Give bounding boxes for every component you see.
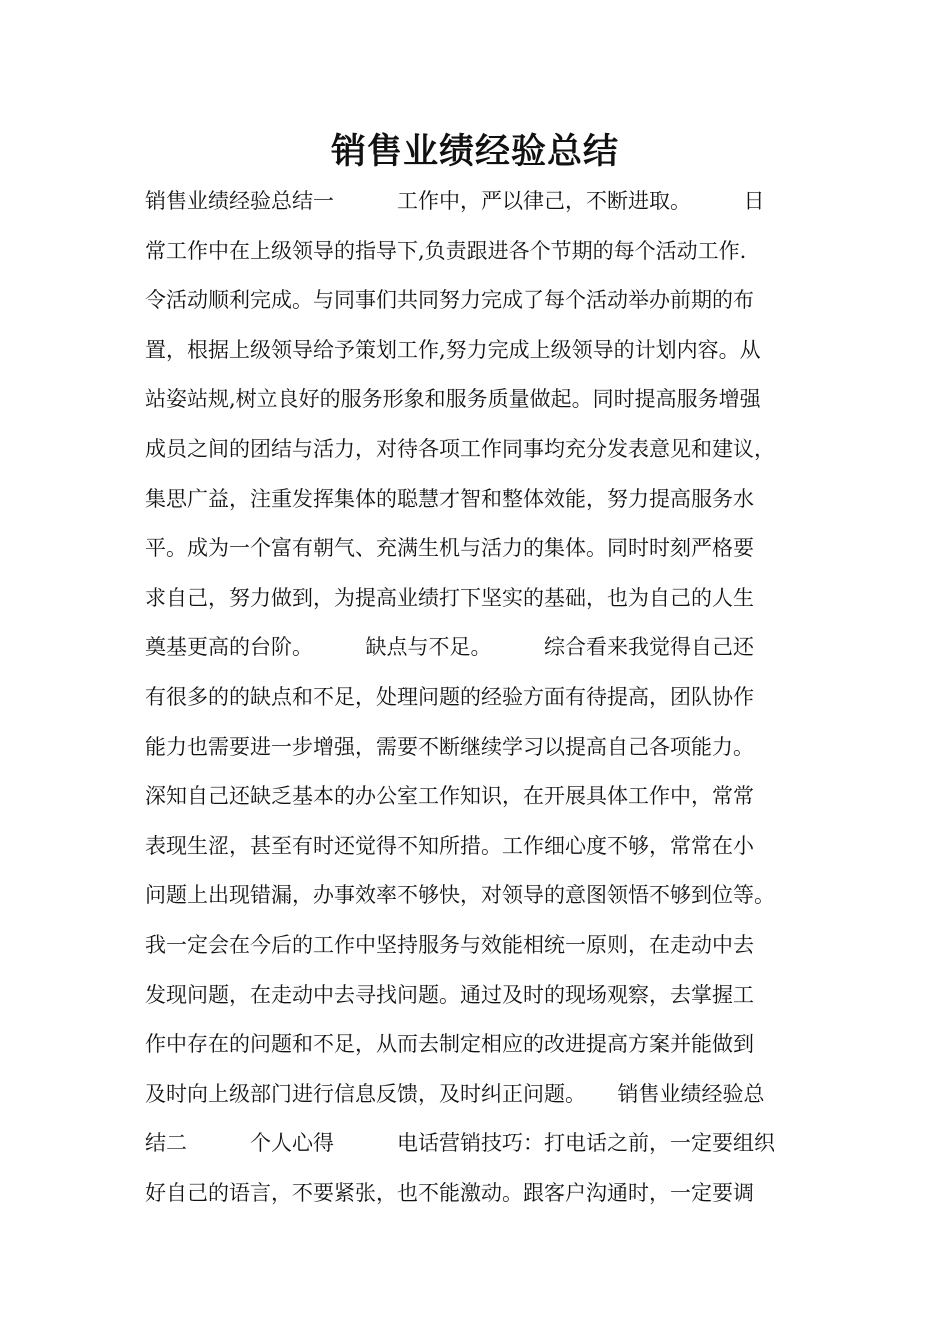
body-line: 平。成为一个富有朝气、充满生机与活力的集体。同时时刻严格要 xyxy=(145,536,754,561)
body-line: 好自己的语言，不要紧张，也不能激动。跟客户沟通时，一定要调 xyxy=(145,1180,754,1205)
body-line: 有很多的的缺点和不足，处理问题的经验方面有待提高，团队协作 xyxy=(145,684,754,709)
body-line: 表现生涩，甚至有时还觉得不知所措。工作细心度不够，常常在小 xyxy=(145,833,754,858)
body-line: 结二 个人心得 电话营销技巧：打电话之前，一定要组织 xyxy=(145,1131,775,1156)
body-line: 求自己，努力做到，为提高业绩打下坚实的基础，也为自己的人生 xyxy=(145,585,754,610)
body-line: 问题上出现错漏，办事效率不够快，对领导的意图领悟不够到位等。 xyxy=(145,883,775,908)
body-line: 发现问题，在走动中去寻找问题。通过及时的现场观察，去掌握工 xyxy=(145,982,754,1007)
body-line: 销售业绩经验总结一 工作中，严以律己，不断进取。 日 xyxy=(145,189,765,213)
body-line: 令活动顺利完成。与同事们共同努力完成了每个活动举办前期的布 xyxy=(145,288,754,313)
document-title: 销售业绩经验总结 xyxy=(330,132,619,172)
body-line: 作中存在的问题和不足，从而去制定相应的改进提高方案并能做到 xyxy=(145,1032,754,1057)
body-line: 及时向上级部门进行信息反馈，及时纠正问题。 销售业绩经验总 xyxy=(145,1081,765,1106)
document-body xyxy=(145,177,825,1218)
body-line: 成员之间的团结与活力，对待各项工作同事均充分发表意见和建议， xyxy=(145,436,775,461)
body-line: 深知自己还缺乏基本的办公室工作知识，在开展具体工作中，常常 xyxy=(145,784,754,809)
body-line: 站姿站规,树立良好的服务形象和服务质量做起。同时提高服务增强 xyxy=(145,387,761,412)
body-line: 我一定会在今后的工作中坚持服务与效能相统一原则，在走动中去 xyxy=(145,932,754,957)
body-line: 能力也需要进一步增强，需要不断继续学习以提高自己各项能力。 xyxy=(145,734,754,759)
body-line: 常工作中在上级领导的指导下,负责跟进各个节期的每个活动工作. xyxy=(145,238,747,263)
body-line: 奠基更高的台阶。 缺点与不足。 综合看来我觉得自己还 xyxy=(145,635,754,660)
body-line: 置，根据上级领导给予策划工作,努力完成上级领导的计划内容。从 xyxy=(145,337,761,362)
body-line: 集思广益，注重发挥集体的聪慧才智和整体效能，努力提高服务水 xyxy=(145,486,754,511)
